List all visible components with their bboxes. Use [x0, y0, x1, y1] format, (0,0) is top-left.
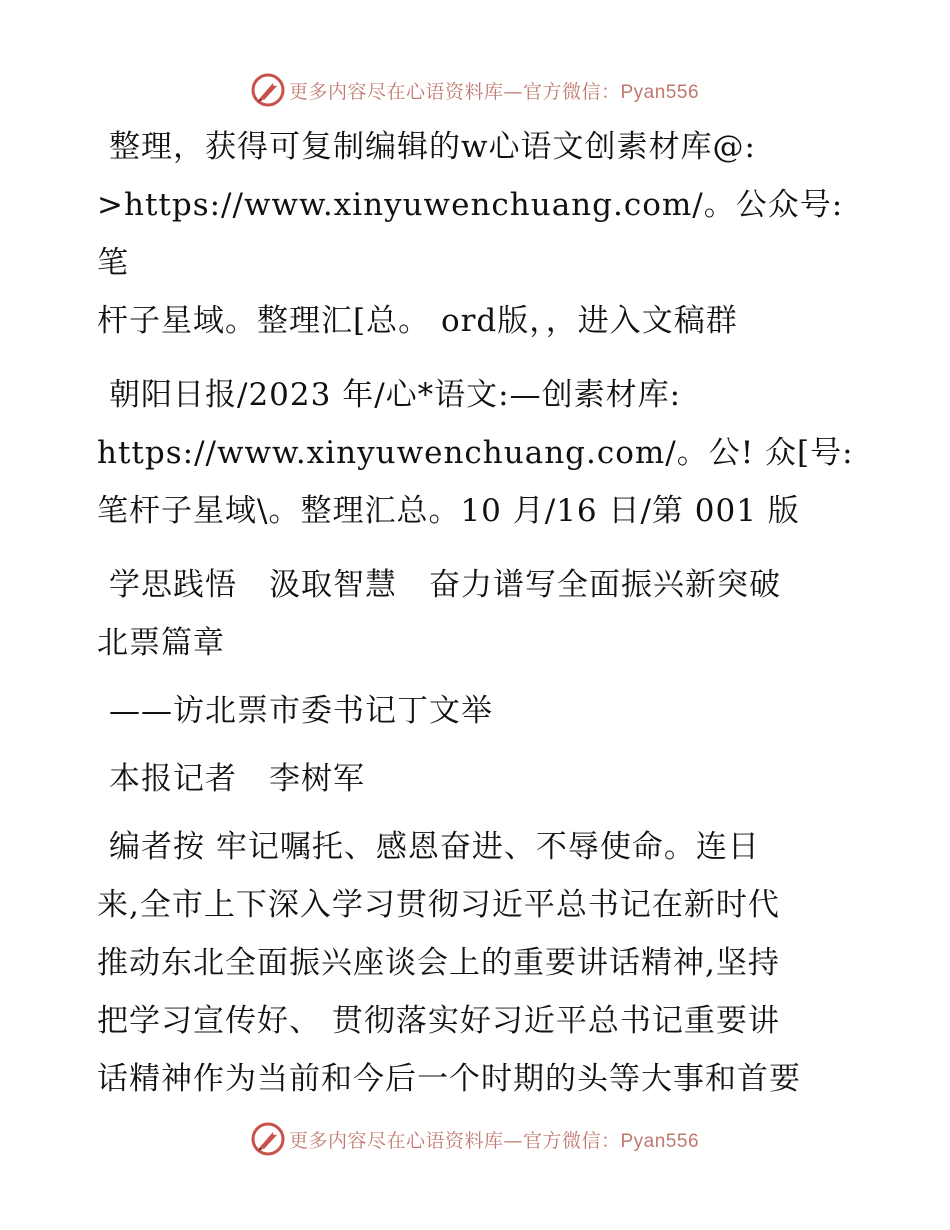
pen-logo-icon: [251, 73, 285, 107]
article-title: 学思践悟 汲取智慧 奋力谱写全面振兴新突破 北票篇章: [97, 567, 781, 661]
pen-logo-icon: [251, 1122, 285, 1156]
source-paragraph: 朝阳日报/2023 年/心*语文:—创素材库: https://www.xinyuwenchuang.com/。公! 众[号: 笔杆子星域\。整理汇总。10 月/16 日/第 001 版: [97, 377, 854, 529]
footer-banner: [0, 1119, 950, 1159]
banner-text: 更多内容尽在心语资料库—官方微信：Pyan556: [288, 80, 700, 103]
document-body: [97, 118, 857, 1124]
header-banner: [0, 70, 950, 110]
article-subtitle: ——访北票市委书记丁文举: [109, 693, 493, 729]
banner-text: 更多内容尽在心语资料库—官方微信：Pyan556: [288, 1129, 700, 1152]
reporter-byline: 本报记者 李树军: [109, 761, 365, 797]
intro-paragraph: 整理，获得可复制编辑的w心语文创素材库@: >https://www.xinyuwenchuang.com/。公众号: 笔 杆子星域。整理汇[总。 ord版，，进入文稿群: [97, 129, 844, 339]
editor-note-paragraph: 编者按 牢记嘱托、感恩奋进、不辱使命。连日 来,全市上下深入学习贯彻习近平总书记在新时代 推动东北全面振兴座谈会上的重要讲话精神,坚持 把学习宣传好、 贯彻落实好习近平总书记重要讲 话精神作为当前和今后一个时期的头等大事和首要: [97, 829, 801, 1097]
